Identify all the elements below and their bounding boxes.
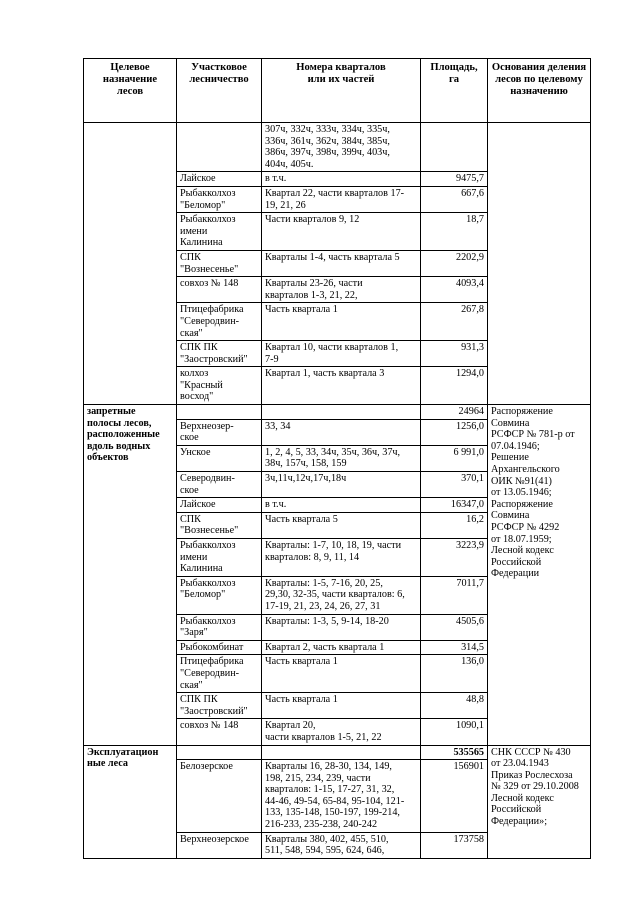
quarters-cell: Квартал 20, части кварталов 1-5, 21, 22 xyxy=(262,719,421,745)
category-total-area: 535565 xyxy=(421,745,488,760)
category-total-row xyxy=(84,405,591,420)
quarters-cell: 1, 2, 4, 5, 33, 34ч, 35ч, 36ч, 37ч, 38ч, 157ч, 158, 159 xyxy=(262,445,421,471)
forest-purpose-table xyxy=(83,58,591,859)
forestry-cell: СПК ПК "Заостровский" xyxy=(177,341,262,367)
quarters-cell: Кварталы: 1-3, 5, 9-14, 18-20 xyxy=(262,614,421,640)
quarters-cell: в т.ч. xyxy=(262,498,421,513)
header-basis: Основания деления лесов по целевому назначению xyxy=(488,59,591,123)
forestry-cell xyxy=(177,123,262,172)
area-cell xyxy=(421,123,488,172)
forestry-cell: СПК "Вознесенье" xyxy=(177,250,262,276)
forestry-cell: Лайское xyxy=(177,172,262,187)
forestry-cell: Рыбакколхоз "Беломор" xyxy=(177,576,262,614)
header-row xyxy=(84,59,591,123)
area-cell: 267,8 xyxy=(421,303,488,341)
forestry-cell: Верхнеозерское xyxy=(177,832,262,858)
area-cell: 4505,6 xyxy=(421,614,488,640)
area-cell: 173758 xyxy=(421,832,488,858)
quarters-cell: Часть квартала 1 xyxy=(262,303,421,341)
category-total-row xyxy=(84,745,591,760)
table-row xyxy=(84,123,591,172)
quarters-cell: 33, 34 xyxy=(262,419,421,445)
quarters-cell: Кварталы: 1-7, 10, 18, 19, части кварталов: 8, 9, 11, 14 xyxy=(262,539,421,577)
quarters-cell xyxy=(262,405,421,420)
quarters-cell: 307ч, 332ч, 333ч, 334ч, 335ч, 336ч, 361ч, 362ч, 384ч, 385ч, 386ч, 397ч, 398ч, 399ч, 403ч, 404ч, 405ч. xyxy=(262,123,421,172)
area-cell: 1256,0 xyxy=(421,419,488,445)
header-area: Площадь, га xyxy=(421,59,488,123)
forestry-cell: совхоз № 148 xyxy=(177,719,262,745)
quarters-cell: Часть квартала 1 xyxy=(262,693,421,719)
area-cell: 16,2 xyxy=(421,512,488,538)
area-cell: 16347,0 xyxy=(421,498,488,513)
area-cell: 4093,4 xyxy=(421,277,488,303)
quarters-cell: Кварталы 23-26, части кварталов 1-3, 21, 22, xyxy=(262,277,421,303)
quarters-cell: Кварталы: 1-5, 7-16, 20, 25, 29,30, 32-35, части кварталов: 6, 17-19, 21, 23, 24, 26, 27, 31 xyxy=(262,576,421,614)
forestry-cell: колхоз "Красный восход" xyxy=(177,367,262,405)
area-cell: 1294,0 xyxy=(421,367,488,405)
forestry-cell: Птицефабрика "Северодвин- ская" xyxy=(177,303,262,341)
quarters-cell: Часть квартала 1 xyxy=(262,655,421,693)
forestry-cell: СПК "Вознесенье" xyxy=(177,512,262,538)
area-cell: 18,7 xyxy=(421,213,488,251)
category-cell xyxy=(84,123,177,405)
quarters-cell: Квартал 1, часть квартала 3 xyxy=(262,367,421,405)
forestry-cell: Рыбакколхоз "Заря" xyxy=(177,614,262,640)
header-purpose: Целевое назначение лесов xyxy=(84,59,177,123)
forestry-cell: Верхнеозер- ское xyxy=(177,419,262,445)
area-cell: 2202,9 xyxy=(421,250,488,276)
forestry-cell: Белозерское xyxy=(177,760,262,833)
forestry-cell: Северодвин- ское xyxy=(177,472,262,498)
area-cell: 7011,7 xyxy=(421,576,488,614)
quarters-cell: Квартал 22, части кварталов 17- 19, 21, 26 xyxy=(262,186,421,212)
area-cell: 3223,9 xyxy=(421,539,488,577)
area-cell: 136,0 xyxy=(421,655,488,693)
forestry-cell: Рыбакколхоз "Беломор" xyxy=(177,186,262,212)
category-name: запретные полосы лесов, расположенные вдоль водных объектов xyxy=(84,405,177,745)
category-total-area: 24964 xyxy=(421,405,488,420)
quarters-cell: в т.ч. xyxy=(262,172,421,187)
quarters-cell: 3ч,11ч,12ч,17ч,18ч xyxy=(262,472,421,498)
forestry-cell xyxy=(177,405,262,420)
quarters-cell: Квартал 10, части кварталов 1, 7-9 xyxy=(262,341,421,367)
forestry-cell: СПК ПК "Заостровский" xyxy=(177,693,262,719)
area-cell: 314,5 xyxy=(421,640,488,655)
quarters-cell: Кварталы 1-4, часть квартала 5 xyxy=(262,250,421,276)
header-forestry: Участковое лесничество xyxy=(177,59,262,123)
basis-cell xyxy=(488,123,591,405)
quarters-cell: Часть квартала 5 xyxy=(262,512,421,538)
header-quarters: Номера кварталов или их частей xyxy=(262,59,421,123)
basis-cell: Распоряжение Совмина РСФСР № 781-р от 07.04.1946; Решение Архангельского ОИК №91(41) от 13.05.1946; Распоряжение Совмина РСФСР № 4292 от 18.07.1959; Лесной кодекс Российской Федерации xyxy=(488,405,591,745)
basis-cell: СНК СССР № 430 от 23.04.1943 Приказ Рослесхоза № 329 от 29.10.2008 Лесной кодекс Российской Федерации»; xyxy=(488,745,591,858)
area-cell: 1090,1 xyxy=(421,719,488,745)
quarters-cell: Части кварталов 9, 12 xyxy=(262,213,421,251)
forestry-cell: Рыбакколхоз имени Калинина xyxy=(177,539,262,577)
quarters-cell: Квартал 2, часть квартала 1 xyxy=(262,640,421,655)
quarters-cell xyxy=(262,745,421,760)
forestry-cell: Птицефабрика "Северодвин- ская" xyxy=(177,655,262,693)
area-cell: 931,3 xyxy=(421,341,488,367)
forestry-cell: Рыбакколхоз имени Калинина xyxy=(177,213,262,251)
area-cell: 156901 xyxy=(421,760,488,833)
forestry-cell: совхоз № 148 xyxy=(177,277,262,303)
quarters-cell: Кварталы 16, 28-30, 134, 149, 198, 215, 234, 239, части кварталов: 1-15, 17-27, 31, 32, 44-46, 49-54, 65-84, 95-104, 121- 133, 135-148, 150-197, 199-214, 216-233, 235-238, 240-242 xyxy=(262,760,421,833)
area-cell: 667,6 xyxy=(421,186,488,212)
forestry-cell xyxy=(177,745,262,760)
area-cell: 6 991,0 xyxy=(421,445,488,471)
area-cell: 370,1 xyxy=(421,472,488,498)
category-name: Эксплуатацион ные леса xyxy=(84,745,177,858)
quarters-cell: Кварталы 380, 402, 455, 510, 511, 548, 594, 595, 624, 646, xyxy=(262,832,421,858)
forestry-cell: Рыбокомбинат xyxy=(177,640,262,655)
area-cell: 9475,7 xyxy=(421,172,488,187)
forestry-cell: Унское xyxy=(177,445,262,471)
area-cell: 48,8 xyxy=(421,693,488,719)
forestry-cell: Лайское xyxy=(177,498,262,513)
